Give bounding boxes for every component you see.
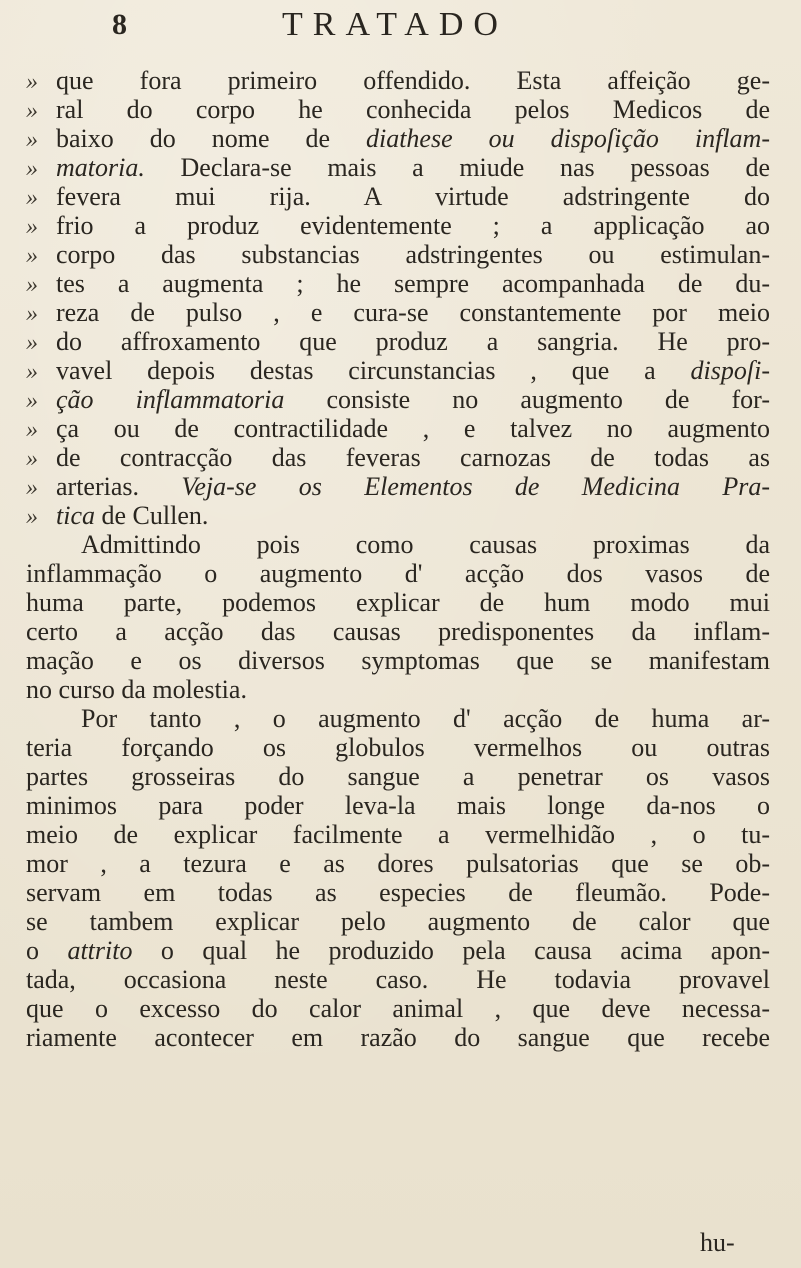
paragraph-line [26, 617, 770, 646]
text-run: fevera mui rija. A virtude adstringente do [56, 182, 770, 211]
paragraph-line [26, 559, 770, 588]
paragraph-line [26, 530, 770, 559]
quotation-mark: » [26, 301, 38, 327]
text-run: vavel depois destas circunstancias , que a [56, 356, 691, 385]
text-run: do affroxamento que produz a sangria. He pro- [56, 327, 770, 356]
body-text [26, 66, 770, 1052]
text-run: tes a augmenta ; he sempre acompanhada de du- [56, 269, 770, 298]
quoted-line [26, 66, 770, 95]
line-text [26, 936, 770, 965]
text-run: Declara-se mais a miude nas pessoas de [144, 153, 770, 182]
text-run: de Cullen. [95, 501, 209, 530]
quotation-mark: » [26, 98, 38, 124]
line-text [26, 965, 770, 994]
line-text [26, 646, 770, 675]
line-text [56, 385, 770, 414]
quoted-line [26, 153, 770, 182]
quoted-line [26, 501, 770, 530]
running-title: TRATADO [282, 6, 508, 43]
quotation-mark: » [26, 504, 38, 530]
paragraph-line [26, 907, 770, 936]
text-run: de contracção das feveras carnozas de todas as [56, 443, 770, 472]
text-run: ral do corpo he conhecida pelos Medicos de [56, 95, 770, 124]
paragraph-line [26, 1023, 770, 1052]
line-text [26, 588, 770, 617]
quoted-line [26, 327, 770, 356]
line-text [26, 1023, 770, 1052]
paragraph-line [26, 588, 770, 617]
italic-run: tica [56, 501, 95, 530]
line-text [26, 820, 770, 849]
quotation-mark: » [26, 127, 38, 153]
paragraph-line [26, 646, 770, 675]
text-run: reza de pulso , e cura-se constantemente por meio [56, 298, 770, 327]
text-run: que fora primeiro offendido. Esta affeição ge- [56, 66, 770, 95]
quoted-line [26, 356, 770, 385]
paragraph-line [26, 762, 770, 791]
line-text [56, 414, 770, 443]
text-run: teria forçando os globulos vermelhos ou outras [26, 733, 770, 762]
text-run: o qual he produzido pela causa acima apon- [132, 936, 770, 965]
line-text [56, 95, 770, 124]
text-run: mação e os diversos symptomas que se manifestam [26, 646, 770, 675]
italic-run: Veja-se os Elementos de Medicina Pra- [181, 472, 770, 501]
quoted-line [26, 414, 770, 443]
quotation-mark: » [26, 359, 38, 385]
text-run: mor , a tezura e as dores pulsatorias que se ob- [26, 849, 770, 878]
text-run: tada, occasiona neste caso. He todavia provavel [26, 965, 770, 994]
quotation-mark: » [26, 446, 38, 472]
quotation-mark: » [26, 214, 38, 240]
text-run: no curso da molestia. [26, 675, 247, 704]
paragraph-line [26, 849, 770, 878]
line-text [26, 849, 770, 878]
italic-run: ção inflammatoria [56, 385, 285, 414]
text-run: Admittindo pois como causas proximas da [81, 530, 770, 559]
italic-run: dispoſi- [690, 356, 770, 385]
quotation-mark: » [26, 475, 38, 501]
line-text [26, 530, 770, 559]
line-text [26, 617, 770, 646]
line-text [56, 501, 770, 530]
italic-run: matoria. [56, 153, 145, 182]
line-text [56, 472, 770, 501]
line-text [56, 211, 770, 240]
text-run: Por tanto , o augmento d' acção de huma ar- [81, 704, 770, 733]
quoted-line [26, 443, 770, 472]
paragraph-line [26, 994, 770, 1023]
text-run: minimos para poder leva-la mais longe da-nos o [26, 791, 770, 820]
line-text [26, 994, 770, 1023]
text-run: inflammação o augmento d' acção dos vasos de [26, 559, 770, 588]
text-run: arterias. [56, 472, 182, 501]
line-text [26, 762, 770, 791]
quotation-mark: » [26, 69, 38, 95]
text-run: se tambem explicar pelo augmento de calor que [26, 907, 770, 936]
text-run: consiste no augmento de for- [284, 385, 770, 414]
line-text [56, 66, 770, 95]
text-run: partes grosseiras do sangue a penetrar os vasos [26, 762, 770, 791]
quoted-line [26, 385, 770, 414]
line-text [56, 356, 770, 385]
quoted-line [26, 211, 770, 240]
text-run: baixo do nome de [56, 124, 366, 153]
line-text [26, 559, 770, 588]
text-run: huma parte, podemos explicar de hum modo mui [26, 588, 770, 617]
quoted-line [26, 298, 770, 327]
text-run: frio a produz evidentemente ; a applicação ao [56, 211, 770, 240]
italic-run: diathese ou dispoſição inflam- [365, 124, 770, 153]
line-text [26, 907, 770, 936]
quotation-mark: » [26, 272, 38, 298]
quotation-mark: » [26, 243, 38, 269]
paragraph-line [26, 965, 770, 994]
paragraph-line [26, 733, 770, 762]
paragraph-line [26, 791, 770, 820]
text-run: servam em todas as especies de fleumão. Pode- [26, 878, 770, 907]
page-number: 8 [112, 8, 127, 41]
line-text [56, 240, 770, 269]
quoted-line [26, 182, 770, 211]
quoted-line [26, 269, 770, 298]
text-run: riamente acontecer em razão do sangue que recebe [26, 1023, 770, 1052]
paragraph-line [26, 675, 770, 704]
line-text [56, 153, 770, 182]
italic-run: attrito [67, 936, 133, 965]
catchword: hu- [700, 1228, 735, 1257]
text-run: meio de explicar facilmente a vermelhidão , o tu- [26, 820, 770, 849]
line-text [26, 733, 770, 762]
line-text [56, 443, 770, 472]
text-run: corpo das substancias adstringentes ou estimulan- [56, 240, 770, 269]
paragraph-line [26, 878, 770, 907]
line-text [56, 182, 770, 211]
quotation-mark: » [26, 156, 38, 182]
page-header [112, 6, 672, 58]
paragraph-line [26, 704, 770, 733]
text-run: o [26, 936, 68, 965]
text-run: ça ou de contractilidade , e talvez no augmento [56, 414, 770, 443]
line-text [56, 124, 770, 153]
line-text [26, 878, 770, 907]
line-text [56, 269, 770, 298]
line-text [26, 704, 770, 733]
quotation-mark: » [26, 330, 38, 356]
line-text [56, 327, 770, 356]
paragraph-line [26, 936, 770, 965]
quotation-mark: » [26, 388, 38, 414]
quotation-mark: » [26, 185, 38, 211]
text-run: que o excesso do calor animal , que deve necessa- [26, 994, 770, 1023]
quoted-line [26, 240, 770, 269]
line-text [26, 791, 770, 820]
line-text [26, 675, 770, 704]
text-run: certo a acção das causas predisponentes da inflam- [26, 617, 770, 646]
quotation-mark: » [26, 417, 38, 443]
line-text [56, 298, 770, 327]
quoted-line [26, 472, 770, 501]
quoted-line [26, 95, 770, 124]
quoted-line [26, 124, 770, 153]
paragraph-line [26, 820, 770, 849]
